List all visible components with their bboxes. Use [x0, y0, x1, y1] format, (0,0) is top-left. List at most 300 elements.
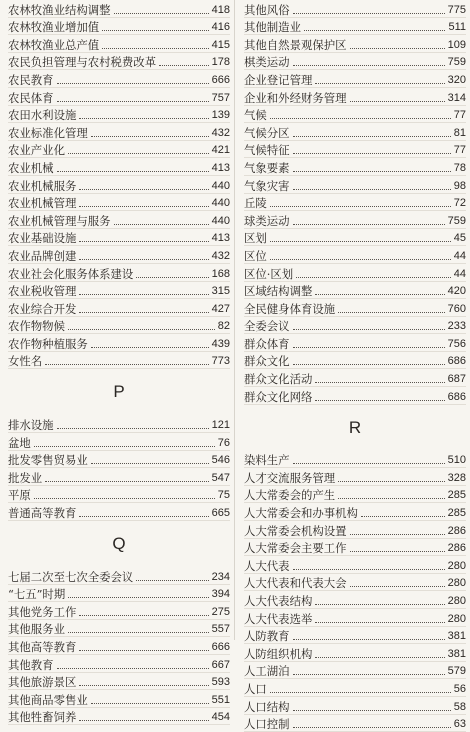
dot-leader [293, 463, 445, 464]
dot-leader [350, 586, 445, 587]
index-entry [244, 53, 466, 71]
page-number: 773 [211, 355, 230, 368]
page-number: 413 [211, 161, 230, 174]
index-term: 全民健身体育设施 [244, 301, 336, 316]
index-term: 农业机械管理与服务 [8, 213, 111, 228]
index-entry [8, 70, 230, 88]
page-number: 759 [447, 56, 466, 69]
page-number: 511 [448, 21, 466, 34]
index-entry [8, 433, 230, 451]
index-entry [244, 0, 466, 18]
index-term: 人防组织机构 [244, 646, 313, 661]
index-entry [244, 662, 466, 680]
index-term: 全委会议 [244, 319, 290, 334]
index-term: 农业机械管理 [8, 196, 77, 211]
page-number: 58 [453, 700, 466, 713]
dot-leader [34, 498, 215, 499]
index-entry [244, 468, 466, 486]
index-term: 农林牧渔业结构调整 [8, 2, 111, 17]
page-number: 432 [211, 126, 230, 139]
dot-leader [79, 259, 208, 260]
index-entry [8, 708, 230, 726]
page-number: 757 [211, 91, 230, 104]
index-entry [244, 539, 466, 557]
index-block-n [8, 0, 230, 369]
dot-leader [114, 224, 209, 225]
page-number: 510 [447, 454, 466, 467]
index-term: 人防教育 [244, 629, 290, 644]
dot-leader [79, 650, 208, 651]
index-entry [244, 194, 466, 212]
page-number: 686 [447, 355, 466, 368]
index-term: 其他旅游景区 [8, 675, 77, 690]
dot-leader [270, 118, 451, 119]
page-number: 775 [447, 3, 466, 16]
index-entry [8, 264, 230, 282]
page-number: 72 [453, 197, 466, 210]
index-term: 农业机械 [8, 160, 54, 175]
index-term: 人大常委会机构设置 [244, 523, 347, 538]
index-entry [244, 158, 466, 176]
index-term: 气候 [244, 108, 267, 123]
dot-leader [270, 241, 451, 242]
index-term: 农民教育 [8, 72, 54, 87]
page-number: 121 [211, 419, 230, 432]
index-term: 农业标准化管理 [8, 125, 88, 140]
dot-leader [79, 241, 208, 242]
page-number: 432 [211, 249, 230, 262]
index-entry [8, 317, 230, 335]
section-letter-q: Q [112, 534, 126, 554]
index-term: 普通高等教育 [8, 506, 77, 521]
index-term: 其他制造业 [244, 20, 301, 35]
index-term: 农业综合开发 [8, 301, 77, 316]
index-term: 气候分区 [244, 125, 290, 140]
page-number: 320 [447, 73, 466, 86]
page-number: 139 [211, 109, 230, 122]
index-entry [244, 574, 466, 592]
index-entry [244, 521, 466, 539]
dot-leader [45, 364, 208, 365]
page-number: 666 [211, 73, 230, 86]
page-number: 381 [447, 647, 466, 660]
dot-leader [114, 13, 209, 14]
page-number: 440 [211, 179, 230, 192]
index-entry [244, 176, 466, 194]
page-number: 286 [447, 542, 466, 555]
right-column [244, 0, 466, 732]
index-term: 棋类运动 [244, 55, 290, 70]
index-entry [244, 387, 466, 405]
page-number: 280 [447, 595, 466, 607]
index-term: 其他自然景观保护区 [244, 37, 347, 52]
index-term: 农业产业化 [8, 143, 65, 158]
index-entry [8, 141, 230, 159]
index-term: 气候特征 [244, 143, 290, 158]
index-term: 人口结构 [244, 699, 290, 714]
index-term: 人口 [244, 681, 267, 696]
dot-leader [293, 347, 445, 348]
index-term: 群众文化 [244, 354, 290, 369]
index-entry [8, 334, 230, 352]
index-entry [8, 158, 230, 176]
index-term: 其他教育 [8, 657, 54, 672]
dot-leader [361, 516, 445, 517]
dot-leader [102, 30, 209, 31]
index-term: 人口控制 [244, 717, 290, 732]
index-entry [244, 369, 466, 387]
dot-leader [338, 312, 445, 313]
dot-leader [350, 534, 445, 535]
dot-leader [293, 364, 445, 365]
page-number: 286 [447, 524, 466, 537]
index-term: 农业机械服务 [8, 178, 77, 193]
index-term: 平原 [8, 488, 31, 503]
page-number: 76 [217, 436, 230, 449]
dot-leader [293, 13, 445, 14]
page-number: 454 [211, 711, 230, 724]
index-entry [244, 229, 466, 247]
index-entry [8, 690, 230, 708]
index-term: 企业和外经财务管理 [244, 90, 347, 105]
page-number: 415 [211, 38, 230, 51]
dot-leader [79, 189, 208, 190]
index-entry [244, 282, 466, 300]
dot-leader [293, 65, 445, 66]
dot-leader [338, 498, 445, 499]
index-term: 农林牧渔业增加值 [8, 20, 100, 35]
index-block-q [8, 567, 230, 725]
index-term: 农民体育 [8, 90, 54, 105]
dot-leader [91, 136, 209, 137]
page-number: 78 [453, 161, 466, 174]
index-entry [8, 53, 230, 71]
page-number: 285 [447, 507, 466, 520]
index-term: 染料生产 [244, 453, 290, 468]
dot-leader [136, 580, 208, 581]
page-number: 546 [211, 454, 230, 467]
page-number: 557 [211, 623, 230, 636]
index-term: 人大常委会的产生 [244, 488, 336, 503]
index-term: 区位 [244, 248, 267, 263]
index-term: 人大常委会主要工作 [244, 541, 347, 556]
dot-leader [293, 224, 445, 225]
dot-leader [57, 171, 209, 172]
dot-leader [79, 720, 208, 721]
index-term: 其他商品零售业 [8, 692, 88, 707]
index-term: 农业品牌创建 [8, 248, 77, 263]
index-term: 区划 [244, 231, 267, 246]
dot-leader [79, 206, 208, 207]
index-entry [8, 503, 230, 521]
page-number: 418 [211, 3, 230, 16]
dot-leader [293, 153, 451, 154]
section-letter-r: R [348, 417, 362, 437]
index-entry [8, 486, 230, 504]
page-number: 420 [447, 285, 466, 298]
index-entry [244, 141, 466, 159]
index-entry [8, 229, 230, 247]
page-number: 178 [211, 56, 230, 69]
page-number: 56 [453, 682, 466, 695]
index-entry [8, 0, 230, 18]
dot-leader [79, 312, 208, 313]
page-number: 439 [211, 337, 230, 350]
index-entry [244, 556, 466, 574]
dot-leader [270, 206, 451, 207]
dot-leader [91, 347, 209, 348]
index-term: 农作物种植服务 [8, 336, 88, 351]
dot-leader [68, 153, 209, 154]
index-entry [244, 609, 466, 627]
section-letter-p: P [113, 382, 125, 402]
page-number: 77 [453, 144, 466, 157]
dot-leader [68, 632, 209, 633]
index-term: 群众文化活动 [244, 372, 313, 387]
index-term: 其他党务工作 [8, 604, 77, 619]
dot-leader [350, 551, 445, 552]
index-term: 人大代表 [244, 558, 290, 573]
index-term: 其他牲畜饲养 [8, 710, 77, 725]
page-number: 551 [211, 693, 230, 706]
index-entry [244, 352, 466, 370]
dot-leader [350, 101, 445, 102]
page-number: 413 [211, 232, 230, 245]
page-number: 547 [211, 471, 230, 484]
index-entry [244, 299, 466, 317]
dot-leader [293, 329, 445, 330]
index-term: 女性名 [8, 354, 43, 369]
page-number: 427 [211, 302, 230, 315]
index-entry [8, 299, 230, 317]
index-term: 丘陵 [244, 196, 267, 211]
index-term: 区域结构调整 [244, 284, 313, 299]
page-number: 756 [447, 337, 466, 350]
index-term: 其他高等教育 [8, 640, 77, 654]
column-divider [234, 0, 235, 640]
index-term: 盆地 [8, 435, 31, 450]
dot-leader [315, 622, 444, 623]
page-number: 75 [217, 489, 230, 502]
index-block-q-continued [244, 0, 466, 405]
dot-leader [315, 294, 444, 295]
dot-leader [315, 657, 444, 658]
index-entry [244, 451, 466, 469]
page-number: 234 [211, 570, 230, 583]
dot-leader [79, 118, 208, 119]
dot-leader [91, 703, 209, 704]
index-term: 区位·区划 [244, 266, 294, 281]
index-entry [244, 123, 466, 141]
index-entry [244, 679, 466, 697]
index-term: “七五”时期 [8, 587, 66, 602]
index-entry [244, 18, 466, 36]
dot-leader [315, 400, 444, 401]
index-term: 球类运动 [244, 213, 290, 228]
page-number: 667 [211, 658, 230, 671]
index-entry [8, 585, 230, 603]
index-entry [8, 88, 230, 106]
index-entry [8, 637, 230, 655]
index-term: 其他服务业 [8, 622, 65, 637]
index-entry [8, 655, 230, 673]
dot-leader [293, 569, 445, 570]
page-number: 665 [211, 507, 230, 520]
index-entry [8, 211, 230, 229]
dot-leader [79, 294, 208, 295]
dot-leader [304, 30, 445, 31]
index-term: 农业基础设施 [8, 231, 77, 246]
index-term: 农民负担管理与农村税费改革 [8, 55, 157, 70]
page-number: 168 [211, 267, 230, 280]
dot-leader [270, 259, 451, 260]
dot-leader [136, 277, 208, 278]
index-term: 人才交流服务管理 [244, 470, 336, 485]
dot-leader [57, 101, 209, 102]
index-block-r [244, 451, 466, 732]
page-number: 109 [447, 38, 466, 51]
page-number: 44 [453, 249, 466, 262]
dot-leader [293, 727, 451, 728]
index-entry [8, 18, 230, 36]
index-entry [244, 211, 466, 229]
page-number: 593 [211, 676, 230, 689]
index-block-p [8, 415, 230, 521]
dot-leader [79, 685, 208, 686]
index-entry [244, 715, 466, 732]
dot-leader [338, 481, 445, 482]
index-entry [244, 264, 466, 282]
index-entry [244, 334, 466, 352]
page-number: 579 [447, 665, 466, 678]
page-number: 759 [447, 214, 466, 227]
page-number: 440 [211, 214, 230, 227]
page-number: 394 [211, 588, 230, 601]
page-number: 275 [211, 605, 230, 618]
index-term: 企业登记管理 [244, 72, 313, 87]
index-term: 人大代表结构 [244, 594, 313, 608]
dot-leader [315, 382, 444, 383]
page-number: 98 [453, 179, 466, 192]
index-term: 排水设施 [8, 418, 54, 433]
index-term: 农业税收管理 [8, 284, 77, 299]
index-term: 人工湖泊 [244, 664, 290, 679]
dot-leader [34, 446, 215, 447]
index-term: 农业社会化服务体系建设 [8, 266, 134, 281]
page-number: 285 [447, 489, 466, 502]
index-entry [8, 620, 230, 638]
dot-leader [57, 428, 209, 429]
index-term: 人大代表选举 [244, 611, 313, 626]
index-entry [244, 591, 466, 609]
page-number: 328 [447, 471, 466, 484]
dot-leader [68, 329, 215, 330]
index-entry [8, 123, 230, 141]
page-number: 45 [453, 232, 466, 245]
index-term: 人大代表和代表大会 [244, 576, 347, 591]
index-entry [244, 70, 466, 88]
dot-leader [102, 48, 209, 49]
index-term: 群众文化网络 [244, 389, 313, 404]
index-term: 人大常委会和办事机构 [244, 506, 358, 521]
dot-leader [293, 189, 451, 190]
page-number: 280 [447, 612, 466, 625]
dot-leader [293, 674, 445, 675]
dot-leader [57, 83, 209, 84]
index-entry [244, 35, 466, 53]
index-term: 农作物物候 [8, 319, 65, 334]
index-entry [8, 567, 230, 585]
index-entry [244, 88, 466, 106]
index-term: 农林牧渔业总产值 [8, 37, 100, 52]
dot-leader [293, 171, 451, 172]
index-entry [244, 246, 466, 264]
index-entry [8, 673, 230, 691]
index-entry [8, 194, 230, 212]
index-entry [8, 415, 230, 433]
dot-leader [270, 692, 451, 693]
dot-leader [315, 604, 444, 605]
dot-leader [57, 668, 209, 669]
dot-leader [159, 65, 209, 66]
index-entry [244, 644, 466, 662]
index-entry [8, 106, 230, 124]
page-number: 81 [453, 126, 466, 139]
index-term: 气象灾害 [244, 178, 290, 193]
index-term: 农田水利设施 [8, 108, 77, 123]
page-number: 82 [217, 320, 230, 333]
index-entry [244, 697, 466, 715]
page-number: 314 [447, 91, 466, 104]
index-entry [244, 106, 466, 124]
index-entry [8, 176, 230, 194]
page-number: 280 [447, 559, 466, 572]
index-term: 其他风俗 [244, 2, 290, 17]
page-number: 315 [211, 285, 230, 298]
page-number: 686 [447, 390, 466, 403]
index-term: 七届二次至七次全委会议 [8, 569, 134, 584]
index-entry [244, 486, 466, 504]
page-number: 760 [447, 302, 466, 315]
index-entry [244, 317, 466, 335]
dot-leader [293, 136, 451, 137]
page-number: 687 [447, 373, 466, 386]
dot-leader [315, 83, 444, 84]
page-number: 381 [447, 630, 466, 643]
page-number: 280 [447, 577, 466, 590]
index-term: 气象要素 [244, 160, 290, 175]
index-term: 批发零售贸易业 [8, 453, 88, 468]
dot-leader [79, 615, 208, 616]
index-entry [8, 352, 230, 370]
index-entry [8, 282, 230, 300]
dot-leader [68, 597, 208, 598]
left-column [8, 0, 230, 725]
index-entry [8, 246, 230, 264]
dot-leader [91, 463, 209, 464]
index-entry [8, 602, 230, 620]
dot-leader [293, 710, 451, 711]
index-term: 群众体育 [244, 336, 290, 351]
dot-leader [350, 48, 445, 49]
page-number: 77 [453, 109, 466, 122]
page-number: 416 [211, 21, 230, 34]
index-entry [8, 451, 230, 469]
dot-leader [296, 277, 451, 278]
page-number: 63 [453, 718, 466, 731]
page-number: 666 [211, 641, 230, 653]
index-entry [244, 503, 466, 521]
